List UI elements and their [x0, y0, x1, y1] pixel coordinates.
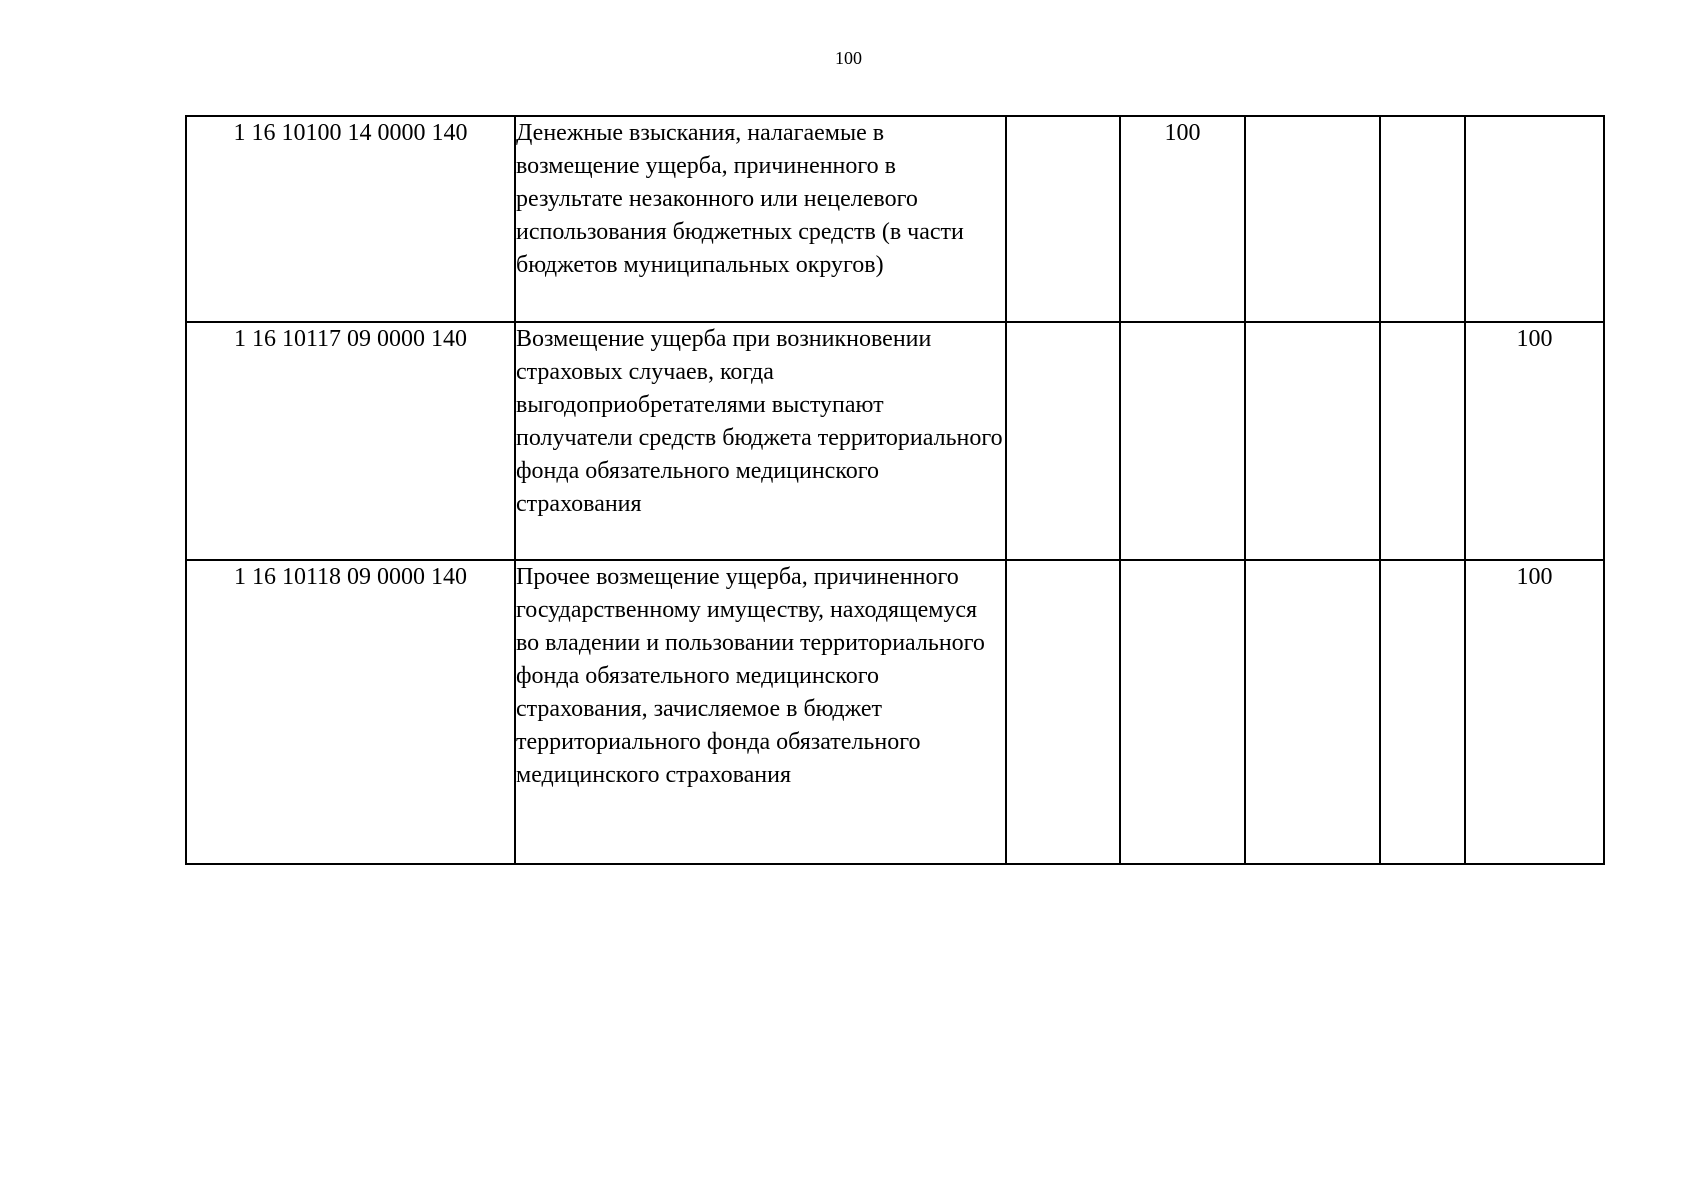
table-row — [186, 322, 1604, 560]
value-cell: 100 — [1120, 116, 1245, 322]
income-description: Денежные взыскания, налагаемые в возмещение ущерба, причиненного в результате незаконного или нецелевого использования бюджетных средств (в части бюджетов муниципальных округов) — [515, 116, 1006, 322]
value-cell: 100 — [1465, 322, 1604, 560]
kbk-code: 1 16 10100 14 0000 140 — [186, 116, 515, 322]
income-description: Прочее возмещение ущерба, причиненного государственному имуществу, находящемуся во владении и пользовании территориального фонда обязательного медицинского страхования, зачисляемое в бюджет территориального фонда обязательного медицинского страхования — [515, 560, 1006, 864]
kbk-code: 1 16 10118 09 0000 140 — [186, 560, 515, 864]
income-description: Возмещение ущерба при возникновении страховых случаев, когда выгодоприобретателями выступают получатели средств бюджета территориального фонда обязательного медицинского страхования — [515, 322, 1006, 560]
budget-table — [185, 115, 1605, 865]
value-cell — [1120, 322, 1245, 560]
value-cell — [1006, 560, 1120, 864]
value-cell — [1245, 560, 1380, 864]
value-cell — [1006, 116, 1120, 322]
table-row — [186, 116, 1604, 322]
page-number: 100 — [835, 48, 862, 68]
value-cell — [1380, 322, 1465, 560]
table-row — [186, 560, 1604, 864]
kbk-code: 1 16 10117 09 0000 140 — [186, 322, 515, 560]
value-cell — [1006, 322, 1120, 560]
value-cell — [1380, 560, 1465, 864]
value-cell — [1245, 116, 1380, 322]
value-cell — [1380, 116, 1465, 322]
value-cell — [1465, 116, 1604, 322]
value-cell — [1120, 560, 1245, 864]
value-cell — [1245, 322, 1380, 560]
value-cell: 100 — [1465, 560, 1604, 864]
